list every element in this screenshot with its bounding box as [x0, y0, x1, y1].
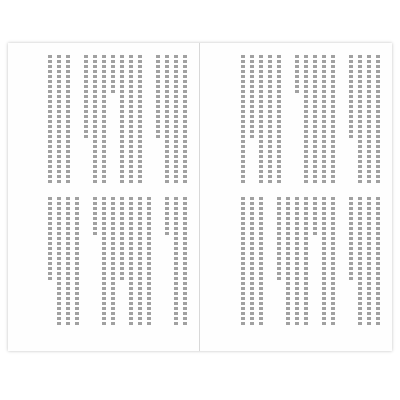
text-column [241, 197, 245, 325]
text-column [138, 197, 142, 325]
text-column [331, 55, 335, 183]
text-column [93, 55, 97, 183]
text-column [93, 197, 97, 235]
text-column [286, 197, 290, 325]
text-column [241, 55, 245, 183]
text-column [358, 55, 362, 183]
text-column [183, 197, 187, 325]
left-page-bottom-text-block [20, 197, 187, 325]
right-page-bottom-text-block [212, 197, 380, 325]
text-column [156, 55, 160, 138]
text-column [304, 55, 308, 183]
text-column [120, 55, 124, 183]
text-column [322, 55, 326, 183]
text-column [138, 55, 142, 183]
text-column [295, 55, 299, 93]
text-column [268, 55, 272, 183]
text-column [376, 197, 380, 325]
text-column [57, 55, 61, 183]
text-column [66, 55, 70, 183]
column-gap [340, 55, 344, 183]
column-gap [156, 197, 160, 325]
text-column [349, 197, 353, 280]
text-column [57, 197, 61, 325]
left-page [8, 43, 200, 351]
book-spread [8, 43, 392, 351]
text-column [48, 197, 52, 280]
text-column [66, 197, 70, 325]
text-column [165, 55, 169, 183]
text-column [174, 197, 178, 325]
column-gap [340, 197, 344, 325]
column-gap [268, 197, 272, 325]
text-column [295, 197, 299, 325]
text-column [259, 197, 263, 325]
text-column [165, 197, 169, 235]
column-gap [286, 55, 290, 183]
text-column [277, 55, 281, 183]
text-column [111, 197, 115, 325]
right-page [200, 43, 392, 351]
text-column [102, 197, 106, 325]
text-column [75, 197, 79, 325]
text-column [277, 197, 281, 280]
text-column [147, 197, 151, 325]
text-column [313, 197, 317, 235]
text-column [250, 55, 254, 138]
text-column [376, 55, 380, 183]
text-column [129, 197, 133, 325]
text-column [304, 197, 308, 325]
text-column [349, 55, 353, 138]
column-gap [75, 55, 79, 183]
text-column [129, 55, 133, 183]
text-column [322, 197, 326, 325]
right-page-top-text-block [212, 55, 380, 183]
text-column [367, 55, 371, 183]
column-gap [147, 55, 151, 183]
text-column [120, 197, 124, 280]
text-column [102, 55, 106, 183]
text-column [259, 55, 263, 183]
left-page-top-text-block [20, 55, 187, 183]
text-column [183, 55, 187, 183]
text-column [84, 55, 88, 138]
column-gap [84, 197, 88, 325]
text-column [367, 197, 371, 325]
text-column [358, 197, 362, 325]
text-column [331, 197, 335, 325]
text-column [174, 55, 178, 183]
text-column [48, 55, 52, 183]
text-column [111, 55, 115, 93]
text-column [250, 197, 254, 325]
text-column [313, 55, 317, 183]
